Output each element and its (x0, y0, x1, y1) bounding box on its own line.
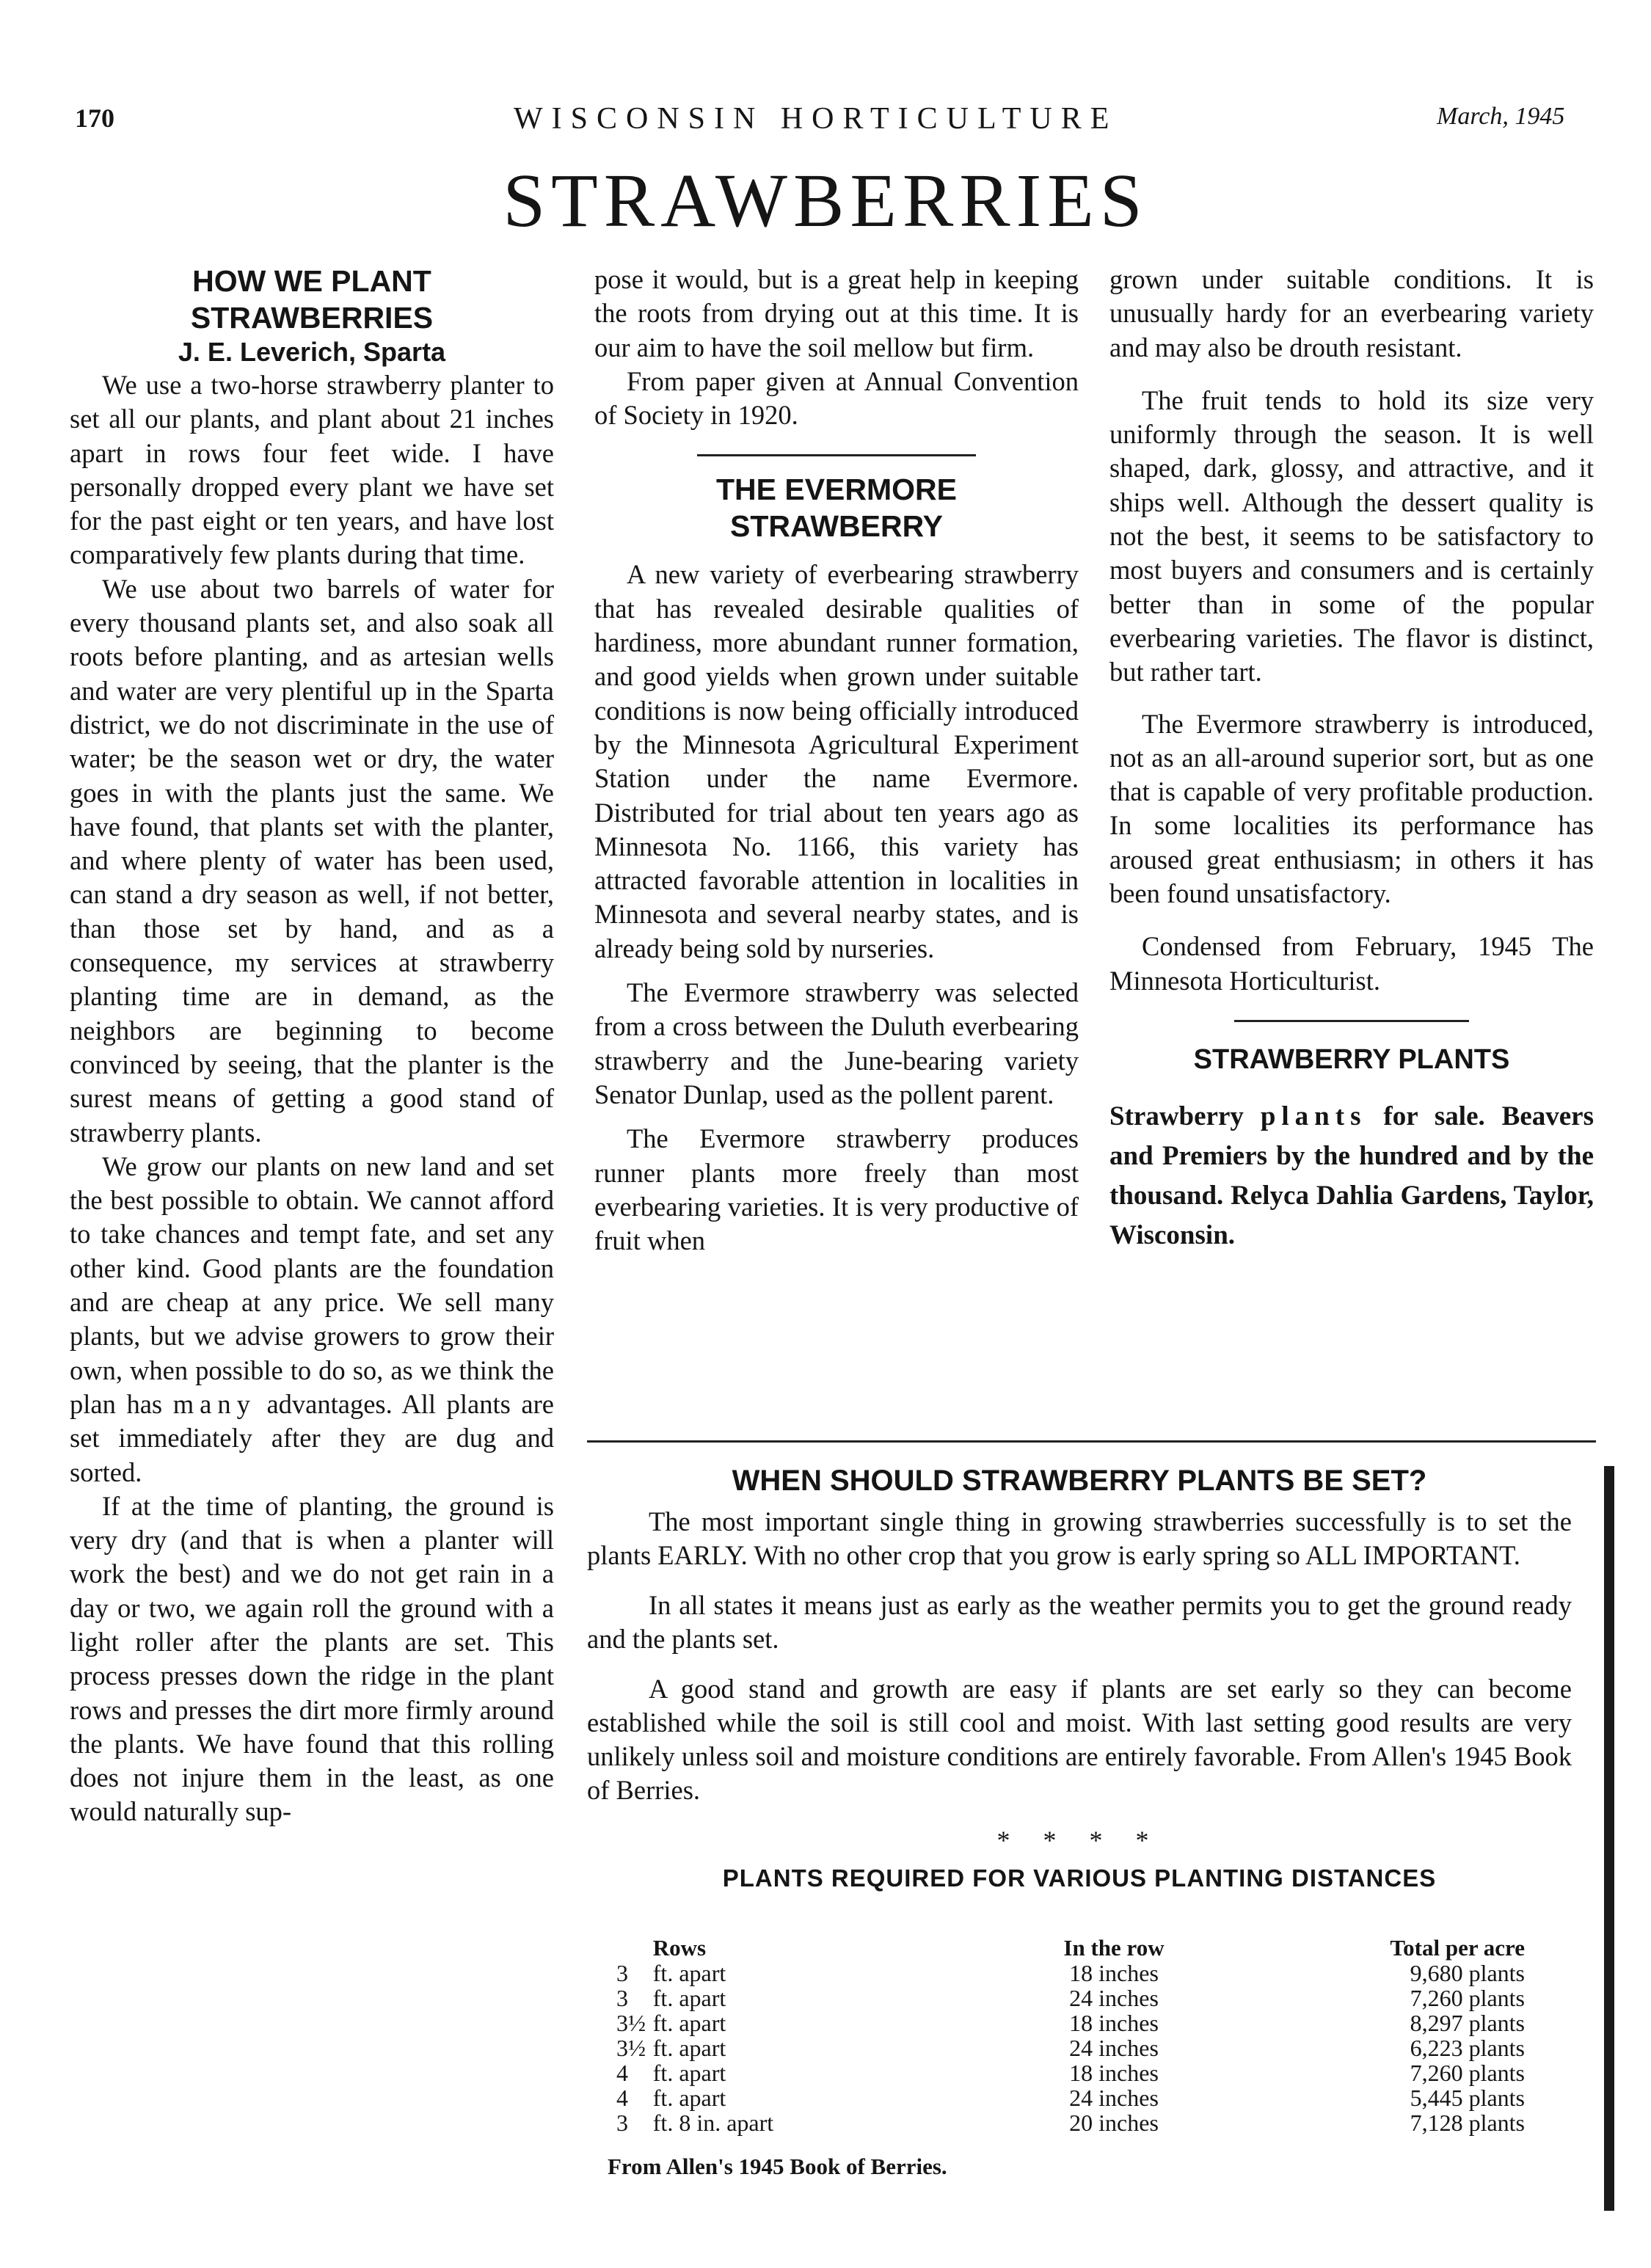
article2-paragraph-5: The fruit tends to hold its size very uniformly through the season. It is well shaped, dark, glossy, and attractive, and it ships well. Although the dessert quality is not the best, it seems to be satisfactory to most buyers and consumers and is certainly better than in some of the popular everbearing varieties. The flavor is distinct, but rather tart. (1109, 384, 1594, 688)
article2-source: Condensed from February, 1945 The Minnesota Horticulturist. (1109, 931, 1594, 996)
article3-paragraph-3: A good stand and growth are easy if plants are set early so they can become established while the soil is still cool and moist. With last setting good results are very unlikely unless soil and moisture conditions are entirely favorable. From Allen's 1945 Book of Berries. (587, 1674, 1572, 1805)
article1-title-line1: HOW WE PLANT (192, 264, 431, 298)
column-1 (70, 263, 554, 1829)
table-row: 3½ ft. apart 24 inches 6,223 plants (616, 2035, 1525, 2061)
article1-paragraph-4: If at the time of planting, the ground is very dry (and that is when a planter will work the best) and we do not get rain in a day or two, we again roll the ground with a light roller after the plants are set. This process presses down the ridge in the plant rows and presses the dirt more firmly around the plants. We have found that this rolling does not injure them in the least, as one would naturally sup- (70, 1490, 554, 1827)
article2-paragraph-1: A new variety of everbearing strawberry that has revealed desirable qualities of hardiness, more abundant runner formation, and good yields when grown under suitable conditions is now being officially introduced by the Minnesota Agricultural Experiment Station under the name Evermore. Distributed for trial about ten years ago as Minnesota No. 1166, this variety has attracted favorable attention in localities in Minnesota and several nearby states, and is already being sold by nurseries. (594, 559, 1079, 963)
table-source: From Allen's 1945 Book of Berries. (608, 2154, 947, 2179)
table-row: 3½ ft. apart 18 inches 8,297 plants (616, 2010, 1525, 2036)
article3-title: WHEN SHOULD STRAWBERRY PLANTS BE SET? (732, 1465, 1427, 1497)
table-row: 3 ft. 8 in. apart 20 inches 7,128 plants (616, 2110, 1525, 2136)
table-row: 3 ft. apart 18 inches 9,680 plants (616, 1960, 1525, 1986)
header-total: Total per acre (1390, 1935, 1525, 1961)
section-title: STRAWBERRIES (503, 158, 1148, 243)
section-divider (587, 1440, 1596, 1443)
ad-title: STRAWBERRY PLANTS (1193, 1043, 1510, 1075)
separator-stars: * * * * (996, 1826, 1162, 1855)
table-row: 4 ft. apart 24 inches 5,445 plants (616, 2085, 1525, 2111)
article1-paragraph-3-spaced: many (172, 1388, 256, 1419)
header-rows: Rows (652, 1935, 707, 1961)
table-row: 4 ft. apart 18 inches 7,260 plants (616, 2060, 1525, 2086)
issue-date: March, 1945 (1437, 103, 1565, 130)
header-in-row: In the row (1063, 1935, 1165, 1961)
ad-body (1109, 1097, 1594, 1255)
table-header-row (616, 1936, 1541, 1961)
article1-author: J. E. Leverich, Sparta (178, 337, 446, 367)
article3 (587, 1464, 1572, 1906)
magazine-title: WISCONSIN HORTICULTURE (514, 102, 1118, 136)
page-number: 170 (75, 103, 114, 133)
article1-paragraph-2: We use about two barrels of water for every thousand plants set, and also soak all roots before planting, and as artesian wells and water are very plentiful up in the Sparta district, we do not discriminate in the use of water; be the season wet or dry, the water goes in with the plants just the same. We have found, that plants set with the planter, and where plenty of water has been used, can stand a dry season as well, if not better, than those set by hand, and as a consequence, my services at strawberry planting time are in demand, as the neighbors are beginning to become convinced by seeing, that the planter is the surest means of getting a good stand of strawberry plants. (70, 573, 554, 1148)
planting-table (616, 1936, 1541, 2135)
column-2 (594, 263, 1079, 1258)
article1-source: From paper given at Annual Convention of Society in 1920. (594, 365, 1079, 431)
article1-paragraph-3-a: We grow our plants on new land and set the best possible to obtain. We cannot afford to take chances and tempt fate, and set any other kind. Good plants are the foundation and are cheap at any price. We sell many plants, but we advise growers to grow their own, when possible to do so, as we think the plan has (70, 1151, 554, 1419)
divider (1234, 1020, 1469, 1022)
article3-paragraph-1: The most important single thing in growing strawberries successfully is to set the plants EARLY. With no other crop that you grow is early spring so ALL IMPORTANT. (587, 1506, 1572, 1570)
scan-edge-bar (1604, 1466, 1614, 2211)
article1-paragraph-3-b: advantages. All plants are set immediately after they are dug and sorted. (70, 1388, 554, 1487)
article3-paragraph-2: In all states it means just as early as the weather permits you to get the ground ready and the plants set. (587, 1590, 1572, 1654)
article2-title-line1: THE EVERMORE (715, 473, 958, 507)
article1-paragraph-5: pose it would, but is a great help in keeping the roots from drying out at this time. It is our aim to have the soil mellow but firm. (594, 264, 1079, 362)
ad-text-a: Strawberry (1109, 1101, 1244, 1132)
table-row: 3 ft. apart 24 inches 7,260 plants (616, 1985, 1525, 2011)
article2-paragraph-6: The Evermore strawberry is introduced, not as an all-around superior sort, but as one that is capable of very profitable production. In some localities its performance has aroused great enthusiasm; in others it has been found unsatisfactory. (1109, 708, 1594, 909)
article2-paragraph-3: The Evermore strawberry produces runner plants more freely than most everbearing varieties. It is very productive of fruit when (594, 1123, 1079, 1256)
article1-title-line2: STRAWBERRIES (190, 301, 434, 335)
column-3 (1109, 263, 1594, 1255)
article2-title-line2: STRAWBERRY (729, 509, 944, 544)
article2-paragraph-2: The Evermore strawberry was selected from a cross between the Duluth everbearing strawberry and the June-bearing variety Senator Dunlap, used as the pollent parent. (594, 977, 1079, 1109)
article2-paragraph-4: grown under suitable conditions. It is unusually hardy for an everbearing variety and may also be drouth resistant. (1109, 264, 1594, 362)
divider (697, 454, 976, 456)
ad-text-spaced: plants (1260, 1101, 1367, 1132)
article1-paragraph-1: We use a two-horse strawberry planter to set all our plants, and plant about 21 inches apart in rows four feet wide. I have personally dropped every plant we have set for the past eight or ten years, and have lost comparatively few plants during that time. (70, 370, 554, 570)
article1-paragraph-3 (70, 1150, 554, 1489)
ad-text-b: for sale. Beavers and Premiers by the hundred and by the thousand. Relyca Dahlia Gardens, Taylor, Wisconsin. (1109, 1101, 1594, 1251)
table-title: PLANTS REQUIRED FOR VARIOUS PLANTING DISTANCES (722, 1864, 1437, 1892)
